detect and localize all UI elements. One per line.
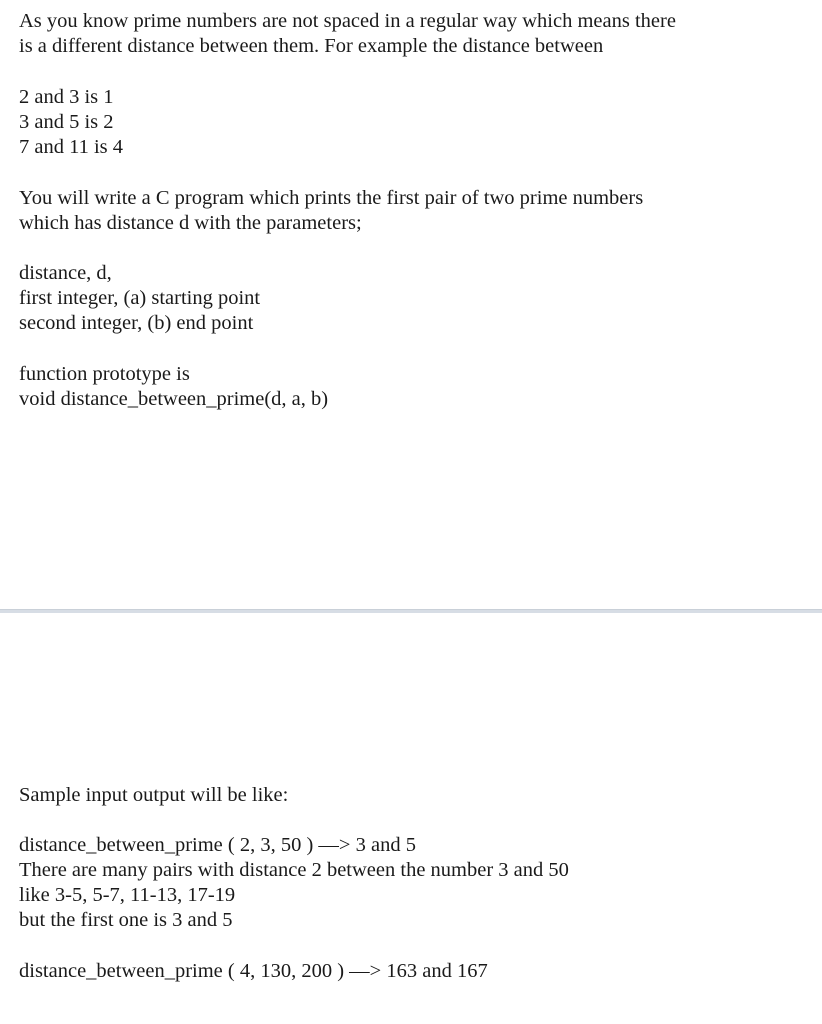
sample-line: but the first one is 3 and 5 (19, 909, 233, 931)
sample-example-2 (19, 959, 809, 984)
intro-paragraph (19, 9, 809, 59)
parameters-list (19, 261, 809, 336)
page-divider (0, 609, 822, 613)
sample-heading (19, 783, 809, 808)
prototype-line: void distance_between_prime(d, a, b) (19, 388, 329, 410)
sample-example-1 (19, 833, 809, 933)
sample-line: There are many pairs with distance 2 between the number 3 and 50 (19, 859, 569, 881)
sample-line: distance_between_prime ( 4, 130, 200 ) —> 163 and 167 (19, 960, 488, 982)
example-line: 3 and 5 is 2 (19, 111, 114, 133)
intro-line: As you know prime numbers are not spaced in a regular way which means there (19, 10, 676, 32)
task-line: which has distance d with the parameters; (19, 212, 362, 234)
prototype-line: function prototype is (19, 363, 190, 385)
sample-line: distance_between_prime ( 2, 3, 50 ) —> 3 and 5 (19, 834, 416, 856)
example-line: 7 and 11 is 4 (19, 136, 124, 158)
function-prototype (19, 362, 809, 412)
distance-examples (19, 85, 809, 160)
task-paragraph (19, 186, 809, 236)
task-line: You will write a C program which prints the first pair of two prime numbers (19, 187, 644, 209)
sample-line: like 3-5, 5-7, 11-13, 17-19 (19, 884, 236, 906)
parameter-line: first integer, (a) starting point (19, 287, 261, 309)
example-line: 2 and 3 is 1 (19, 86, 114, 108)
parameter-line: second integer, (b) end point (19, 312, 254, 334)
sample-heading-text: Sample input output will be like: (19, 784, 289, 806)
parameter-line: distance, d, (19, 262, 112, 284)
intro-line: is a different distance between them. For example the distance between (19, 35, 604, 57)
